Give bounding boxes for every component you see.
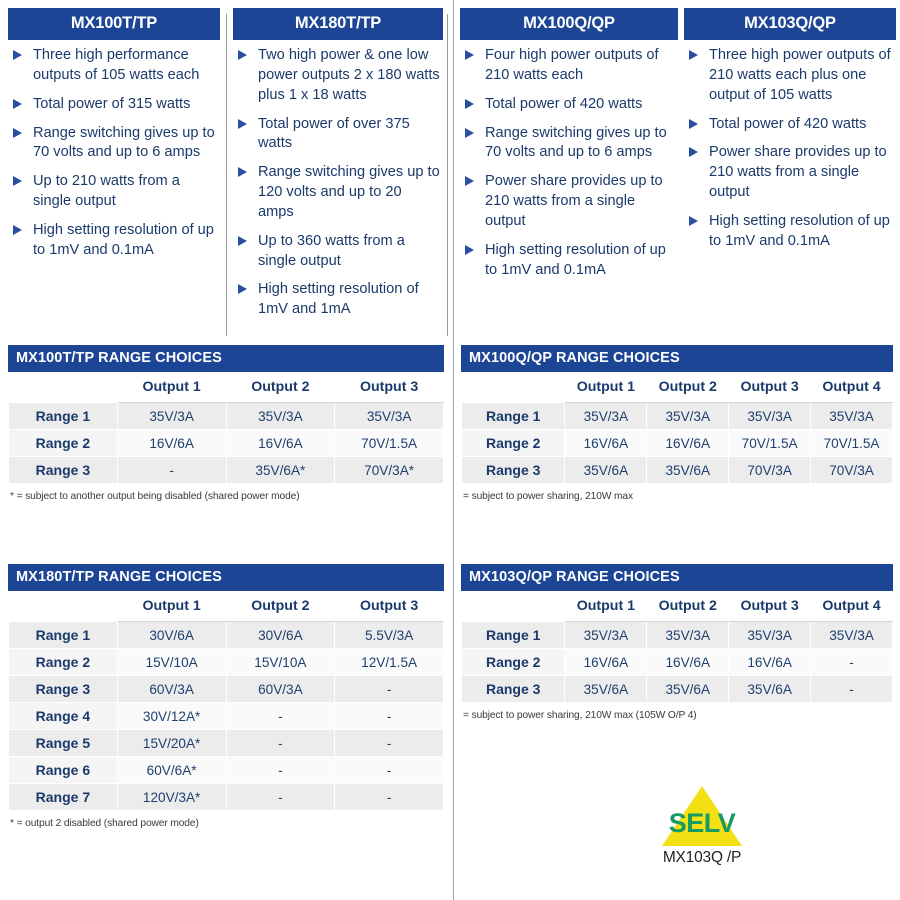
triangle-bullet-icon <box>465 176 474 186</box>
feature-item <box>684 115 896 135</box>
column-header: Output 2 <box>226 592 335 622</box>
range-value-cell: 70V/3A* <box>335 457 444 484</box>
range-value-cell: 120V/3A* <box>117 784 226 811</box>
range-value-cell: 30V/12A* <box>117 703 226 730</box>
range-value-cell: 12V/1.5A <box>335 649 444 676</box>
feature-item <box>684 143 896 203</box>
feature-item <box>233 115 443 155</box>
feature-item <box>8 221 220 261</box>
range-value-cell: 30V/6A <box>117 622 226 649</box>
range-value-cell: 35V/3A <box>335 403 444 430</box>
range-grid <box>8 372 444 484</box>
table-row <box>9 676 444 703</box>
feature-text: Three high power outputs of 210 watts each plus one output of 105 watts <box>709 47 891 103</box>
table-row <box>9 457 444 484</box>
range-label: Range 7 <box>9 784 118 811</box>
range-value-cell: 35V/6A <box>647 676 729 703</box>
selv-label: SELV <box>668 808 736 838</box>
range-value-cell: 16V/6A <box>647 649 729 676</box>
table-title: MX180T/TP RANGE CHOICES <box>8 564 444 591</box>
range-value-cell: 70V/1.5A <box>811 430 893 457</box>
table-row <box>9 703 444 730</box>
column-header: Output 3 <box>729 592 811 622</box>
range-value-cell: - <box>226 703 335 730</box>
range-value-cell: 35V/3A <box>729 403 811 430</box>
table-corner-cell <box>462 592 565 622</box>
feature-text: Range switching gives up to 70 volts and up to 6 amps <box>485 124 667 161</box>
range-value-cell: 16V/6A <box>647 430 729 457</box>
range-value-cell: 35V/3A <box>565 622 647 649</box>
range-value-cell: - <box>117 457 226 484</box>
range-value-cell: 16V/6A <box>226 430 335 457</box>
range-value-cell: - <box>335 757 444 784</box>
feature-text: Range switching gives up to 70 volts and up to 6 amps <box>33 124 215 161</box>
range-value-cell: 15V/10A <box>117 649 226 676</box>
column-header: Output 1 <box>117 373 226 403</box>
triangle-bullet-icon <box>689 216 698 226</box>
feature-item <box>460 124 678 164</box>
table-row <box>9 649 444 676</box>
range-value-cell: - <box>226 757 335 784</box>
feature-text: Up to 360 watts from a single output <box>258 232 405 269</box>
feature-text: High setting resolution of 1mV and 1mA <box>258 281 419 318</box>
feature-text: Total power of 315 watts <box>33 95 191 112</box>
range-grid <box>461 372 893 484</box>
range-label: Range 2 <box>462 430 565 457</box>
range-value-cell: 35V/6A* <box>226 457 335 484</box>
triangle-bullet-icon <box>13 225 22 235</box>
range-grid <box>8 591 444 811</box>
feature-list <box>8 40 220 261</box>
feature-item <box>233 163 443 223</box>
range-value-cell: 70V/3A <box>811 457 893 484</box>
range-value-cell: 35V/3A <box>647 622 729 649</box>
table-row <box>9 622 444 649</box>
range-label: Range 6 <box>9 757 118 784</box>
range-value-cell: - <box>335 784 444 811</box>
range-table-mx100q <box>461 345 893 502</box>
range-value-cell: 15V/10A <box>226 649 335 676</box>
product-column-mx100q <box>460 8 678 289</box>
table-row <box>9 430 444 457</box>
column-header: Output 3 <box>335 373 444 403</box>
range-value-cell: 60V/3A <box>117 676 226 703</box>
feature-text: Total power of 420 watts <box>709 115 867 132</box>
product-title: MX100T/TP <box>8 8 220 40</box>
product-title: MX100Q/QP <box>460 8 678 40</box>
range-value-cell: - <box>811 676 893 703</box>
triangle-bullet-icon <box>238 119 247 129</box>
feature-text: Four high power outputs of 210 watts each <box>485 47 659 83</box>
table-row <box>462 649 893 676</box>
range-table-mx180t <box>8 564 444 829</box>
triangle-bullet-icon <box>689 147 698 157</box>
range-value-cell: 60V/3A <box>226 676 335 703</box>
feature-text: Up to 210 watts from a single output <box>33 173 180 210</box>
table-row <box>462 457 893 484</box>
range-label: Range 4 <box>9 703 118 730</box>
feature-text: High setting resolution of up to 1mV and 0.1mA <box>709 212 890 249</box>
feature-text: Total power of 420 watts <box>485 95 643 112</box>
feature-text: Three high performance outputs of 105 watts each <box>33 47 200 83</box>
feature-text: Total power of over 375 watts <box>258 115 410 152</box>
column-header: Output 1 <box>565 373 647 403</box>
range-table-mx103q <box>461 564 893 721</box>
feature-item <box>233 232 443 272</box>
feature-item <box>8 46 220 86</box>
triangle-bullet-icon <box>465 99 474 109</box>
column-header: Output 1 <box>565 592 647 622</box>
range-table-mx100t <box>8 345 444 502</box>
column-header: Output 3 <box>335 592 444 622</box>
triangle-bullet-icon <box>465 50 474 60</box>
range-label: Range 3 <box>462 457 565 484</box>
product-column-mx100t <box>8 8 220 270</box>
table-row <box>462 676 893 703</box>
feature-text: Range switching gives up to 120 volts and up to 20 amps <box>258 164 440 220</box>
range-value-cell: 16V/6A <box>565 430 647 457</box>
table-row <box>9 403 444 430</box>
range-value-cell: 70V/1.5A <box>729 430 811 457</box>
selv-caption: MX103Q /P <box>662 849 742 866</box>
selv-triangle-icon <box>652 786 752 848</box>
table-row <box>462 403 893 430</box>
table-row <box>9 730 444 757</box>
range-value-cell: 16V/6A <box>117 430 226 457</box>
table-footnote: * = output 2 disabled (shared power mode) <box>10 818 199 829</box>
product-feature-columns <box>0 8 900 338</box>
column-header: Output 1 <box>117 592 226 622</box>
range-value-cell: 16V/6A <box>565 649 647 676</box>
feature-text: Two high power & one low power outputs 2 x 180 watts plus 1 x 18 watts <box>258 47 440 103</box>
column-header: Output 2 <box>647 373 729 403</box>
range-value-cell: 5.5V/3A <box>335 622 444 649</box>
triangle-bullet-icon <box>465 245 474 255</box>
table-footnote: = subject to power sharing, 210W max <box>463 491 633 502</box>
range-label: Range 3 <box>9 457 118 484</box>
range-label: Range 1 <box>9 403 118 430</box>
table-row <box>462 430 893 457</box>
feature-text: Power share provides up to 210 watts from a single output <box>485 173 663 229</box>
range-value-cell: - <box>335 703 444 730</box>
range-label: Range 3 <box>9 676 118 703</box>
range-label: Range 2 <box>9 430 118 457</box>
triangle-bullet-icon <box>238 50 247 60</box>
feature-item <box>460 46 678 86</box>
feature-item <box>684 212 896 252</box>
range-grid <box>461 591 893 703</box>
column-header: Output 4 <box>811 592 893 622</box>
range-value-cell: 35V/3A <box>729 622 811 649</box>
table-corner-cell <box>462 373 565 403</box>
range-value-cell: 15V/20A* <box>117 730 226 757</box>
table-row <box>9 757 444 784</box>
range-value-cell: - <box>226 784 335 811</box>
feature-item <box>8 95 220 115</box>
table-footnote: * = subject to another output being disabled (shared power mode) <box>10 491 300 502</box>
table-title: MX100T/TP RANGE CHOICES <box>8 345 444 372</box>
feature-text: High setting resolution of up to 1mV and 0.1mA <box>485 241 666 278</box>
feature-item <box>460 172 678 232</box>
range-value-cell: 70V/1.5A <box>335 430 444 457</box>
triangle-bullet-icon <box>689 50 698 60</box>
triangle-bullet-icon <box>238 284 247 294</box>
feature-item <box>8 124 220 164</box>
product-title: MX180T/TP <box>233 8 443 40</box>
range-value-cell: - <box>335 676 444 703</box>
range-value-cell: 60V/6A* <box>117 757 226 784</box>
triangle-bullet-icon <box>689 119 698 129</box>
range-label: Range 1 <box>462 622 565 649</box>
range-value-cell: 35V/6A <box>565 457 647 484</box>
triangle-bullet-icon <box>238 236 247 246</box>
range-value-cell: - <box>226 730 335 757</box>
feature-list <box>684 40 896 252</box>
range-value-cell: 35V/3A <box>226 403 335 430</box>
product-title: MX103Q/QP <box>684 8 896 40</box>
range-value-cell: - <box>335 730 444 757</box>
triangle-bullet-icon <box>465 128 474 138</box>
feature-list <box>233 40 443 320</box>
range-value-cell: 70V/3A <box>729 457 811 484</box>
feature-item <box>233 280 443 320</box>
table-title: MX103Q/QP RANGE CHOICES <box>461 564 893 591</box>
range-label: Range 5 <box>9 730 118 757</box>
column-header: Output 3 <box>729 373 811 403</box>
feature-item <box>460 95 678 115</box>
triangle-bullet-icon <box>238 167 247 177</box>
range-value-cell: 35V/3A <box>811 403 893 430</box>
range-value-cell: 35V/6A <box>647 457 729 484</box>
feature-item <box>233 46 443 106</box>
feature-item <box>8 172 220 212</box>
table-row <box>9 784 444 811</box>
range-value-cell: 35V/6A <box>729 676 811 703</box>
table-row <box>462 622 893 649</box>
table-corner-cell <box>9 592 118 622</box>
range-label: Range 2 <box>9 649 118 676</box>
range-value-cell: - <box>811 649 893 676</box>
triangle-bullet-icon <box>13 128 22 138</box>
feature-item <box>460 241 678 281</box>
range-value-cell: 35V/3A <box>811 622 893 649</box>
range-value-cell: 16V/6A <box>729 649 811 676</box>
column-header: Output 4 <box>811 373 893 403</box>
triangle-bullet-icon <box>13 176 22 186</box>
triangle-bullet-icon <box>13 50 22 60</box>
feature-text: High setting resolution of up to 1mV and 0.1mA <box>33 221 214 258</box>
table-title: MX100Q/QP RANGE CHOICES <box>461 345 893 372</box>
range-label: Range 1 <box>9 622 118 649</box>
selv-logo <box>612 786 792 867</box>
triangle-bullet-icon <box>13 99 22 109</box>
column-header: Output 2 <box>226 373 335 403</box>
range-value-cell: 35V/6A <box>565 676 647 703</box>
range-label: Range 3 <box>462 676 565 703</box>
range-label: Range 2 <box>462 649 565 676</box>
feature-list <box>460 40 678 280</box>
range-value-cell: 35V/3A <box>117 403 226 430</box>
range-value-cell: 35V/3A <box>565 403 647 430</box>
table-corner-cell <box>9 373 118 403</box>
product-column-mx103q <box>684 8 896 261</box>
feature-text: Power share provides up to 210 watts from a single output <box>709 144 887 201</box>
feature-item <box>684 46 896 106</box>
column-header: Output 2 <box>647 592 729 622</box>
range-value-cell: 35V/3A <box>647 403 729 430</box>
range-value-cell: 30V/6A <box>226 622 335 649</box>
table-footnote: = subject to power sharing, 210W max (105W O/P 4) <box>463 710 697 721</box>
product-column-mx180t <box>233 8 443 329</box>
range-label: Range 1 <box>462 403 565 430</box>
